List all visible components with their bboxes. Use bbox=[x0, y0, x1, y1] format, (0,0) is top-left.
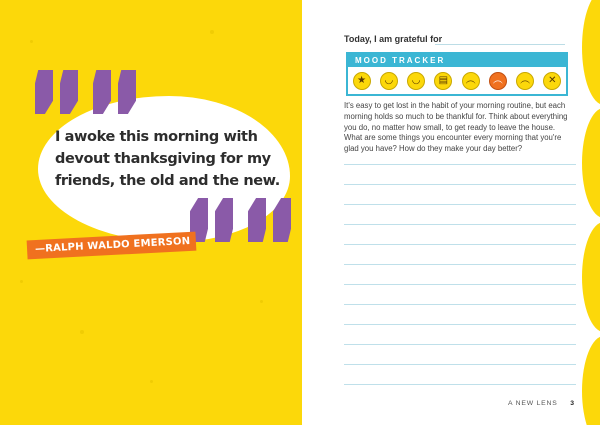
journal-prompt: It's easy to get lost in the habit of your morning routine, but each morning holds so much to be thankful for. Think about everything you do, no matter how small, to get ready to leave the house. What are some things you encounter every morning that you're glad you have? How do they make your day better? bbox=[344, 101, 568, 154]
section-title: A NEW LENS bbox=[508, 400, 558, 407]
mood-tracker-title: MOOD TRACKER bbox=[348, 54, 566, 67]
close-quote-icon bbox=[190, 198, 291, 242]
right-page bbox=[302, 0, 600, 425]
mood-options bbox=[348, 67, 566, 94]
page-tab-scallop bbox=[582, 222, 600, 332]
writing-line[interactable] bbox=[344, 264, 576, 265]
writing-line[interactable] bbox=[344, 244, 576, 245]
quote-text: I awoke this morning with devout thanksgiving for my friends, the old and the new. bbox=[55, 129, 280, 189]
open-quote-icon bbox=[35, 70, 136, 114]
writing-line[interactable] bbox=[344, 324, 576, 325]
writing-line[interactable] bbox=[344, 364, 576, 365]
writing-line[interactable] bbox=[344, 204, 576, 205]
writing-line[interactable] bbox=[344, 304, 576, 305]
writing-line[interactable] bbox=[344, 164, 576, 165]
writing-line[interactable] bbox=[344, 284, 576, 285]
worried-icon[interactable]: ︵ bbox=[516, 72, 534, 90]
writing-line[interactable] bbox=[344, 384, 576, 385]
page-tab-scallop bbox=[582, 336, 600, 425]
page-number: 3 bbox=[570, 400, 575, 407]
grimace-icon[interactable]: ▤ bbox=[434, 72, 452, 90]
blush-smile-icon[interactable]: ◡ bbox=[380, 72, 398, 90]
angry-icon[interactable]: ︵ bbox=[489, 72, 507, 90]
writing-line[interactable] bbox=[344, 184, 576, 185]
mood-tracker bbox=[346, 52, 568, 96]
page-tab-scallop bbox=[582, 0, 600, 105]
star-eyes-icon[interactable]: ★ bbox=[353, 72, 371, 90]
smile-icon[interactable]: ◡ bbox=[407, 72, 425, 90]
writing-line[interactable] bbox=[344, 224, 576, 225]
page-footer bbox=[508, 400, 575, 407]
page-tab-scallop bbox=[582, 108, 600, 218]
writing-line[interactable] bbox=[344, 344, 576, 345]
sad-tear-icon[interactable]: ︵ bbox=[462, 72, 480, 90]
grateful-entry-line[interactable] bbox=[435, 44, 565, 45]
upset-icon[interactable]: ✕ bbox=[543, 72, 561, 90]
quote-attribution: —RALPH WALDO EMERSON bbox=[27, 232, 197, 260]
grateful-prompt: Today, I am grateful for bbox=[344, 34, 443, 44]
